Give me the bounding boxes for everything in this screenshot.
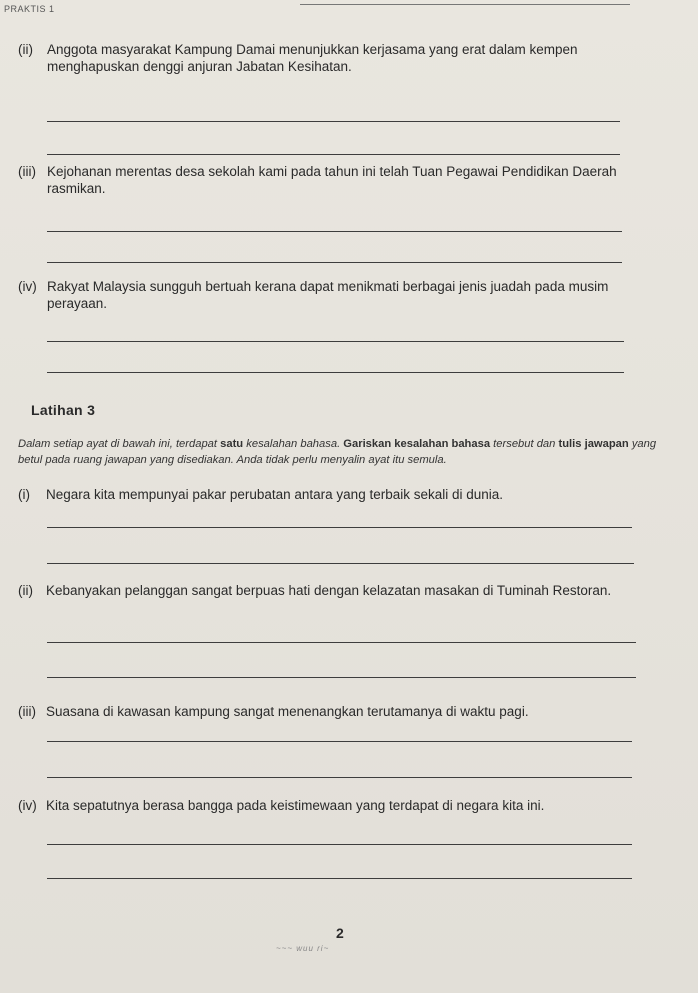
header-tag: PRAKTIS 1 [4, 4, 55, 14]
question-text: Kebanyakan pelanggan sangat berpuas hati dengan kelazatan masakan di Tuminah Restoran. [46, 583, 612, 598]
instruction-emphasis: satu [220, 438, 244, 450]
question-number: (iii) [18, 704, 36, 719]
answer-line[interactable] [47, 878, 632, 879]
answer-line[interactable] [47, 341, 624, 342]
pencil-scribble: ~~~ wuu ri~ [276, 944, 330, 953]
question-number: (iv) [18, 279, 37, 294]
answer-line[interactable] [47, 777, 632, 778]
question-text: Suasana di kawasan kampung sangat menenangkan terutamanya di waktu pagi. [46, 704, 529, 719]
part1-question-iii [18, 163, 646, 197]
instruction-text: tersebut dan [490, 438, 559, 450]
exercise-question-iv [18, 797, 646, 814]
answer-line[interactable] [47, 642, 636, 643]
answer-line[interactable] [47, 677, 636, 678]
instruction-emphasis: tulis jawapan [558, 438, 629, 450]
answer-line[interactable] [47, 844, 632, 845]
header-rule [300, 4, 630, 5]
answer-line[interactable] [47, 741, 632, 742]
answer-line[interactable] [47, 121, 620, 122]
exercise-question-iii [18, 703, 646, 720]
question-number: (iii) [18, 164, 36, 179]
page-number: 2 [336, 925, 344, 941]
question-text: Kita sepatutnya berasa bangga pada keistimewaan yang terdapat di negara kita ini. [46, 798, 545, 813]
exercise-question-ii [18, 582, 646, 599]
answer-line[interactable] [47, 154, 620, 155]
instruction-text: yang betul pada ruang jawapan yang disediakan. Anda tidak perlu menyalin ayat itu semula. [18, 438, 657, 466]
answer-line[interactable] [47, 563, 634, 564]
instruction-text: kesalahan bahasa. [243, 438, 344, 450]
exercise-instruction [18, 436, 658, 468]
part1-question-ii [18, 41, 646, 75]
part1-question-iv [18, 278, 646, 312]
instruction-text: Dalam setiap ayat di bawah ini, terdapat [18, 438, 221, 450]
question-number: (i) [18, 487, 30, 502]
exercise-question-i [18, 486, 646, 503]
answer-line[interactable] [47, 262, 622, 263]
question-text: Rakyat Malaysia sungguh bertuah kerana dapat menikmati berbagai jenis juadah pada musim perayaan. [47, 279, 609, 311]
question-number: (ii) [18, 583, 33, 598]
question-number: (iv) [18, 798, 37, 813]
answer-line[interactable] [47, 372, 624, 373]
question-text: Negara kita mempunyai pakar perubatan antara yang terbaik sekali di dunia. [46, 487, 504, 502]
answer-line[interactable] [47, 527, 632, 528]
question-text: Kejohanan merentas desa sekolah kami pada tahun ini telah Tuan Pegawai Pendidikan Daerah rasmikan. [47, 164, 617, 196]
answer-line[interactable] [47, 231, 622, 232]
question-text: Anggota masyarakat Kampung Damai menunjukkan kerjasama yang erat dalam kempen menghapuskan denggi anjuran Jabatan Kesihatan. [47, 42, 578, 74]
exercise-title: Latihan 3 [31, 402, 96, 418]
instruction-emphasis: Gariskan kesalahan bahasa [343, 438, 491, 450]
question-number: (ii) [18, 42, 33, 57]
